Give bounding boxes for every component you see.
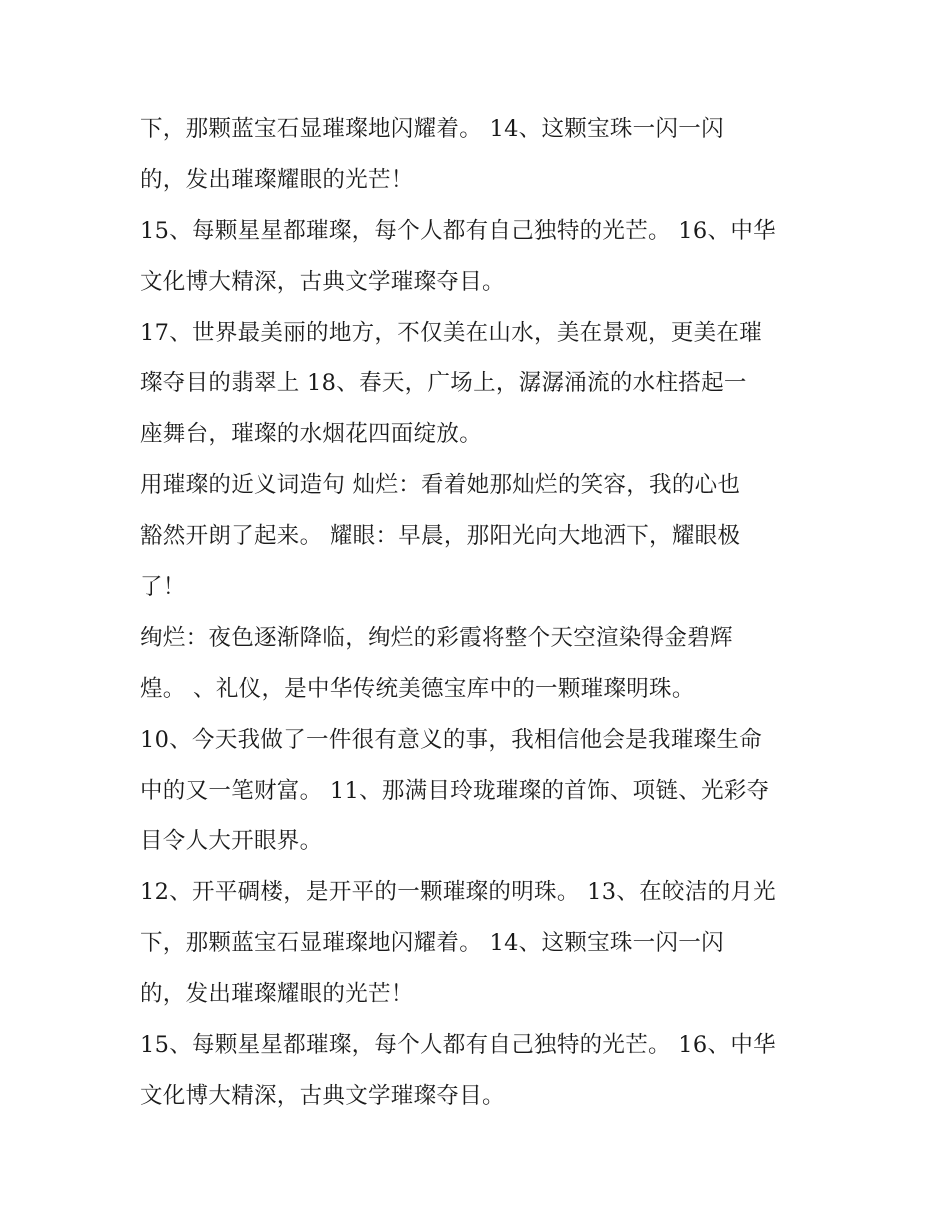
body-text	[140, 104, 840, 1122]
text-line: 目令人大开眼界。	[140, 828, 323, 855]
text-line: 璨夺目的翡翠上 18、春天，广场上，潺潺涌流的水柱搭起一	[140, 370, 747, 397]
text-line: 下，那颗蓝宝石显璀璨地闪耀着。 14、这颗宝珠一闪一闪	[140, 930, 724, 957]
text-line: 文化博大精深，古典文学璀璨夺目。	[140, 268, 505, 295]
text-line: 15、每颗星星都璀璨，每个人都有自己独特的光芒。 16、中华	[140, 217, 776, 244]
text-line: 豁然开朗了起来。 耀眼：早晨，那阳光向大地洒下，耀眼极	[140, 523, 741, 550]
text-line: 了！	[140, 574, 186, 601]
text-line: 座舞台，璀璨的水烟花四面绽放。	[140, 421, 483, 448]
text-line: 的，发出璀璨耀眼的光芒！	[140, 166, 414, 193]
text-line: 文化博大精深，古典文学璀璨夺目。	[140, 1082, 505, 1109]
text-line: 10、今天我做了一件很有意义的事，我相信他会是我璀璨生命	[140, 726, 763, 753]
text-line: 煌。 、礼仪，是中华传统美德宝库中的一颗璀璨明珠。	[140, 675, 695, 702]
text-line: 用璀璨的近义词造句 灿烂：看着她那灿烂的笑容，我的心也	[140, 472, 741, 499]
text-line: 17、世界最美丽的地方，不仅美在山水，美在景观，更美在璀	[140, 319, 763, 346]
text-line: 下，那颗蓝宝石显璀璨地闪耀着。 14、这颗宝珠一闪一闪	[140, 116, 724, 142]
text-line: 的，发出璀璨耀眼的光芒！	[140, 981, 414, 1008]
text-line: 15、每颗星星都璀璨，每个人都有自己独特的光芒。 16、中华	[140, 1032, 776, 1059]
text-line: 中的又一笔财富。 11、那满目玲珑璀璨的首饰、项链、光彩夺	[140, 777, 770, 804]
text-line: 12、开平碉楼，是开平的一颗璀璨的明珠。 13、在皎洁的月光	[140, 879, 776, 906]
text-line: 绚烂：夜色逐渐降临，绚烂的彩霞将整个天空渲染得金碧辉	[140, 624, 733, 651]
